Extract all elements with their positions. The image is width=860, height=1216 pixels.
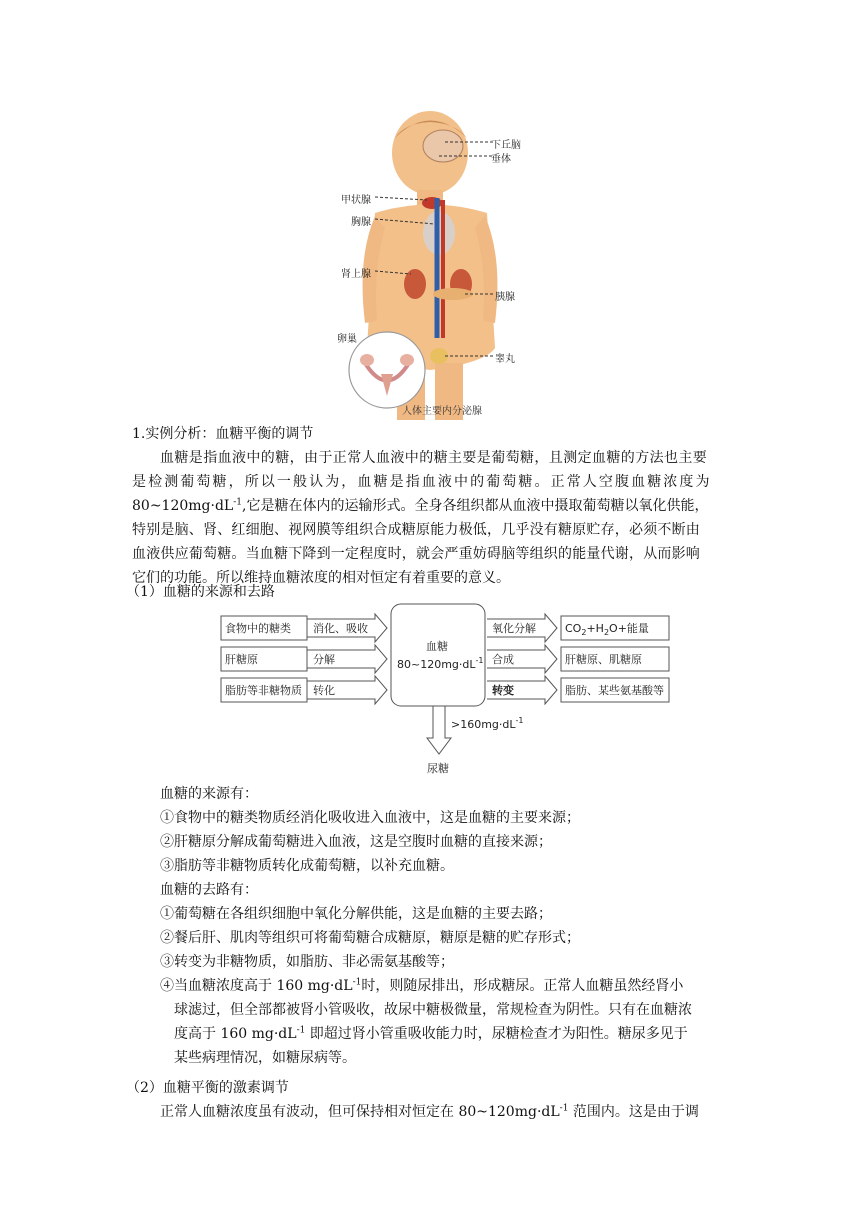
label-thymus: 胸腺 xyxy=(351,217,371,228)
label-pituitary: 垂体 xyxy=(491,154,511,165)
label-hypothalamus: 下丘脑 xyxy=(491,140,521,151)
source-liver-glycogen: 肝糖原 xyxy=(225,653,258,666)
figure-caption: 人体主要内分泌腺 xyxy=(402,406,482,417)
intro-line-5: 血液供应葡萄糖。当血糖下降到一定程度时，就会严重妨碍脑等组织的能量代谢，从而影响 xyxy=(132,546,700,562)
label-adrenal: 肾上腺 xyxy=(341,269,371,280)
dest-item-3: ③转变为非糖物质，如脂肪、非必需氨基酸等； xyxy=(160,954,454,970)
in-label-decompose: 分解 xyxy=(313,653,335,666)
label-ovary: 卵巢 xyxy=(337,334,357,345)
out-label-synthesize: 合成 xyxy=(492,653,514,666)
in-label-convert: 转化 xyxy=(313,684,335,697)
flow-diagram-svg xyxy=(215,600,675,780)
out-label-transform: 转变 xyxy=(492,684,514,697)
label-testis: 睾丸 xyxy=(495,354,515,365)
dest-item-2: ②餐后肝、肌肉等组织可将葡萄糖合成糖原，糖原是糖的贮存形式； xyxy=(160,930,580,946)
out-label-oxidize: 氧化分解 xyxy=(492,622,536,635)
source-item-3: ③脂肪等非糖物质转化成葡萄糖，以补充血糖。 xyxy=(160,858,454,874)
output-fat: 脂肪、某些氨基酸等 xyxy=(565,684,664,697)
dest-item-1: ①葡萄糖在各组织细胞中氧化分解供能，这是血糖的主要去路； xyxy=(160,906,552,922)
source-item-2: ②肝糖原分解成葡萄糖进入血液，这是空腹时血糖的直接来源； xyxy=(160,834,552,850)
intro-line-4: 特别是脑、肾、红细胞、视网膜等组织合成糖原能力极低，几乎没有糖原贮存，必须不断由 xyxy=(132,522,700,538)
dest-item-4-line-4: 某些病理情况，如糖尿病等。 xyxy=(174,1050,356,1066)
subsection-1-title: （1）血糖的来源和去路 xyxy=(126,584,275,600)
dest-title: 血糖的去路有： xyxy=(160,882,258,898)
blood-sugar-flow-diagram xyxy=(215,600,675,780)
intro-line-3: $80\sim 120mg\cdot dL^{-1}$,它是糖在体内的运输形式。全身各组织都从血液中摄取葡萄糖以氧化供能， xyxy=(132,497,709,514)
source-non-sugar: 脂肪等非糖物质 xyxy=(225,684,302,697)
in-label-digest: 消化、吸收 xyxy=(313,622,368,635)
subsection-2-title: （2）血糖平衡的激素调节 xyxy=(126,1080,289,1096)
source-food: 食物中的糖类 xyxy=(225,622,291,635)
last-paragraph-line: 正常人血糖浓度虽有波动，但可保持相对恒定在 $80\sim 120mg\cdot dL^{-1}$ 范围内。这是由于调 xyxy=(160,1103,699,1120)
output-glycogen: 肝糖原、肌糖原 xyxy=(565,653,642,666)
sources-title: 血糖的来源有： xyxy=(160,786,258,802)
intro-line-6: 它们的功能。所以维持血糖浓度的相对恒定有着重要的意义。 xyxy=(132,570,510,586)
down-threshold: $>160mg\cdot dL^{-1}$ xyxy=(451,716,524,731)
endocrine-figure xyxy=(335,108,535,420)
intro-line-1: 血糖是指血液中的糖，由于正常人血液中的糖主要是葡萄糖，且测定血糖的方法也主要 xyxy=(160,450,708,466)
dest-item-4-line-3: 度高于 160 $mg\cdot dL^{-1}$ 即超过肾小管重吸收能力时，尿糖检查才为阳性。糖尿多见于 xyxy=(174,1025,688,1042)
center-value: $80\sim 120mg\cdot dL^{-1}$ xyxy=(397,656,484,671)
intro-line-2: 是检测葡萄糖，所以一般认为，血糖是指血液中的葡萄糖。正常人空腹血糖浓度为 xyxy=(132,474,712,490)
down-target-urine-sugar: 尿糖 xyxy=(427,762,449,775)
label-pancreas: 胰腺 xyxy=(495,292,515,303)
section-title: 1.实例分析：血糖平衡的调节 xyxy=(132,426,314,442)
dest-item-4-line-2: 球滤过，但全部都被肾小管吸收，故尿中糖极微量，常规检查为阴性。只有在血糖浓 xyxy=(174,1002,692,1018)
source-item-1: ①食物中的糖类物质经消化吸收进入血液中，这是血糖的主要来源； xyxy=(160,810,580,826)
output-co2: $CO_2+H_2O+$能量 xyxy=(565,622,649,637)
center-title: 血糖 xyxy=(426,640,448,653)
dest-item-4-line-1: ④当血糖浓度高于 160 $mg\cdot dL^{-1}$时，则随尿排出，形成糖尿。正常人血糖虽然经肾小 xyxy=(160,977,684,994)
label-thyroid: 甲状腺 xyxy=(341,195,371,206)
